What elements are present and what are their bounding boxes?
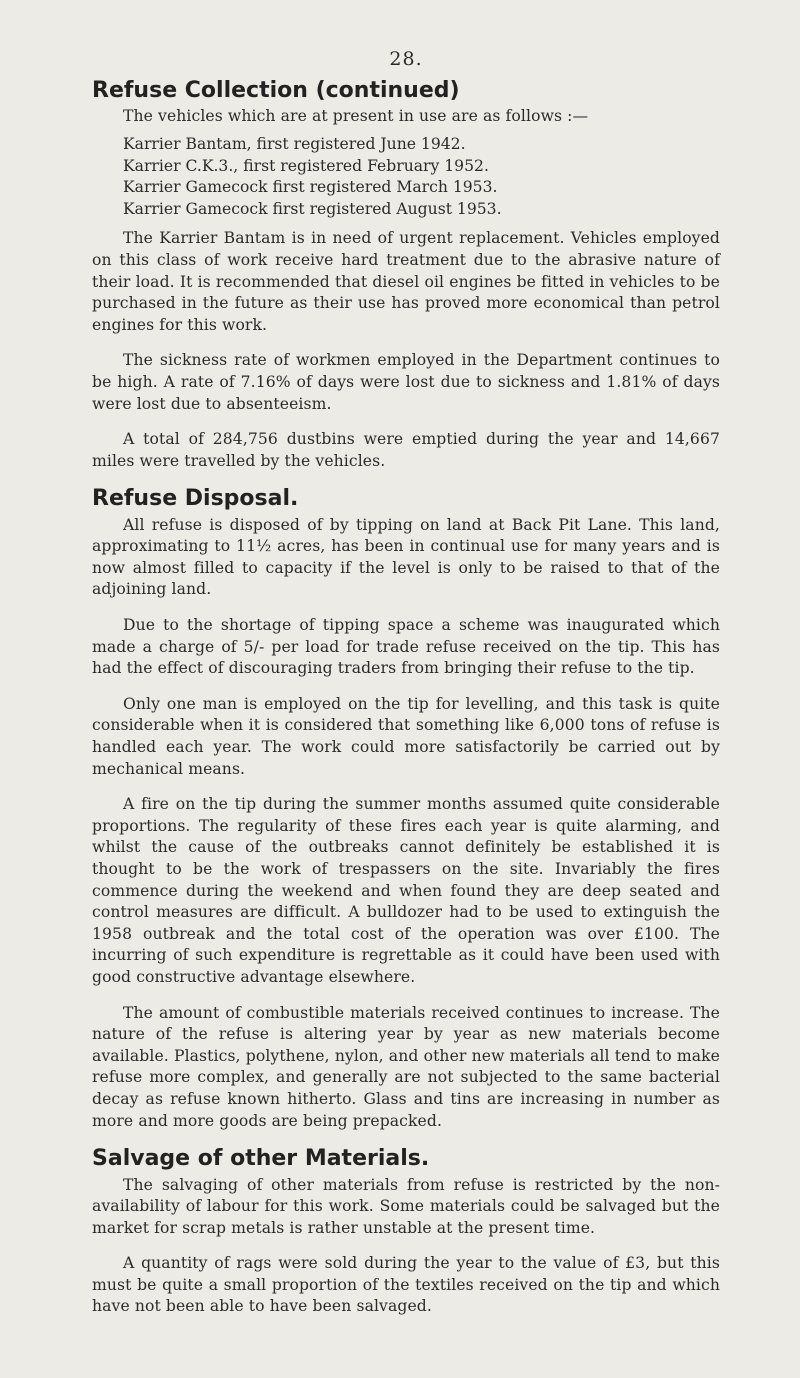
heading-refuse-disposal: Refuse Disposal.	[92, 486, 299, 512]
vehicle-item: Karrier Bantam, first registered June 1942.	[123, 134, 466, 153]
section-refuse-disposal	[92, 486, 720, 1132]
paragraph-dustbins-total: A total of 284,756 dustbins were emptied during the year and 14,667 miles were travelled by the vehicles.	[92, 430, 720, 470]
paragraph-sickness-rate: The sickness rate of workmen employed in the Department continues to be high. A rate of 7.16% of days were lost due to sickness and 1.81% of days were lost due to absenteeism.	[92, 351, 720, 413]
vehicle-item: Karrier Gamecock first registered August 1953.	[123, 199, 502, 218]
vehicle-list	[92, 134, 720, 220]
paragraph-combustible-materials: The amount of combustible materials received continues to increase. The nature of the refuse is altering year by year as new materials become available. Plastics, polythene, nylon, and other new materials all tend to make refuse more complex, and generally are not subjected to the same bacterial decay as refuse known hitherto. Glass and tins are increasing in number as more and more goods are being prepacked.	[92, 1003, 720, 1130]
section-refuse-collection	[92, 78, 720, 472]
paragraph-bantam-replacement: The Karrier Bantam is in need of urgent replacement. Vehicles employed on this class of work receive hard treatment due to the abrasive nature of their load. It is recommended that diesel oil engines be fitted in vehicles to be purchased in the future as their use has proved more economical than petrol engines for this work.	[92, 229, 720, 334]
paragraph-rags-sold: A quantity of rags were sold during the year to the value of £3, but this must be quite a small proportion of the textiles received on the tip and which have not been able to have been salvaged.	[92, 1254, 720, 1316]
heading-salvage: Salvage of other Materials.	[92, 1146, 430, 1172]
paragraph-tip-fires: A fire on the tip during the summer months assumed quite considerable proportions. The regularity of these fires each year is quite alarming, and whilst the cause of the outbreaks cannot definitely be established it is thought to be the work of trespassers on the site. Invariably the fires commence during the weekend and when found they are deep seated and control measures are difficult. A bulldozer had to be used to extinguish the 1958 outbreak and the total cost of the operation was over £100. The incurring of such expenditure is regrettable as it could have been used with good constructive advantage elsewhere.	[92, 795, 720, 986]
paragraph-tip-levelling: Only one man is employed on the tip for levelling, and this task is quite considerable when it is considered that something like 6,000 tons of refuse is handled each year. The work could more satisfactorily be carried out by mechanical means.	[92, 694, 720, 778]
vehicles-intro: The vehicles which are at present in use are as follows :—	[123, 107, 589, 126]
paragraph-tipping-land: All refuse is disposed of by tipping on land at Back Pit Lane. This land, approximating to 11½ acres, has been in continual use for many years and is now almost filled to capacity if the level is only to be raised to that of the adjoining land.	[92, 515, 720, 599]
heading-refuse-collection: Refuse Collection (continued)	[92, 78, 460, 103]
section-salvage	[92, 1146, 720, 1318]
paragraph-salvage-restricted: The salvaging of other materials from refuse is restricted by the non-availability of labour for this work. Some materials could be salvaged but the market for scrap metals is rather unstable at the present time.	[92, 1175, 720, 1237]
paragraph-trade-refuse-charge: Due to the shortage of tipping space a scheme was inaugurated which made a charge of 5/- per load for trade refuse received on the tip. This has had the effect of discouraging traders from bringing their refuse to the tip.	[92, 616, 720, 678]
page-number: 28.	[389, 48, 423, 70]
vehicle-item: Karrier C.K.3., first registered February 1952.	[123, 156, 489, 175]
vehicle-item: Karrier Gamecock first registered March 1953.	[123, 178, 498, 197]
